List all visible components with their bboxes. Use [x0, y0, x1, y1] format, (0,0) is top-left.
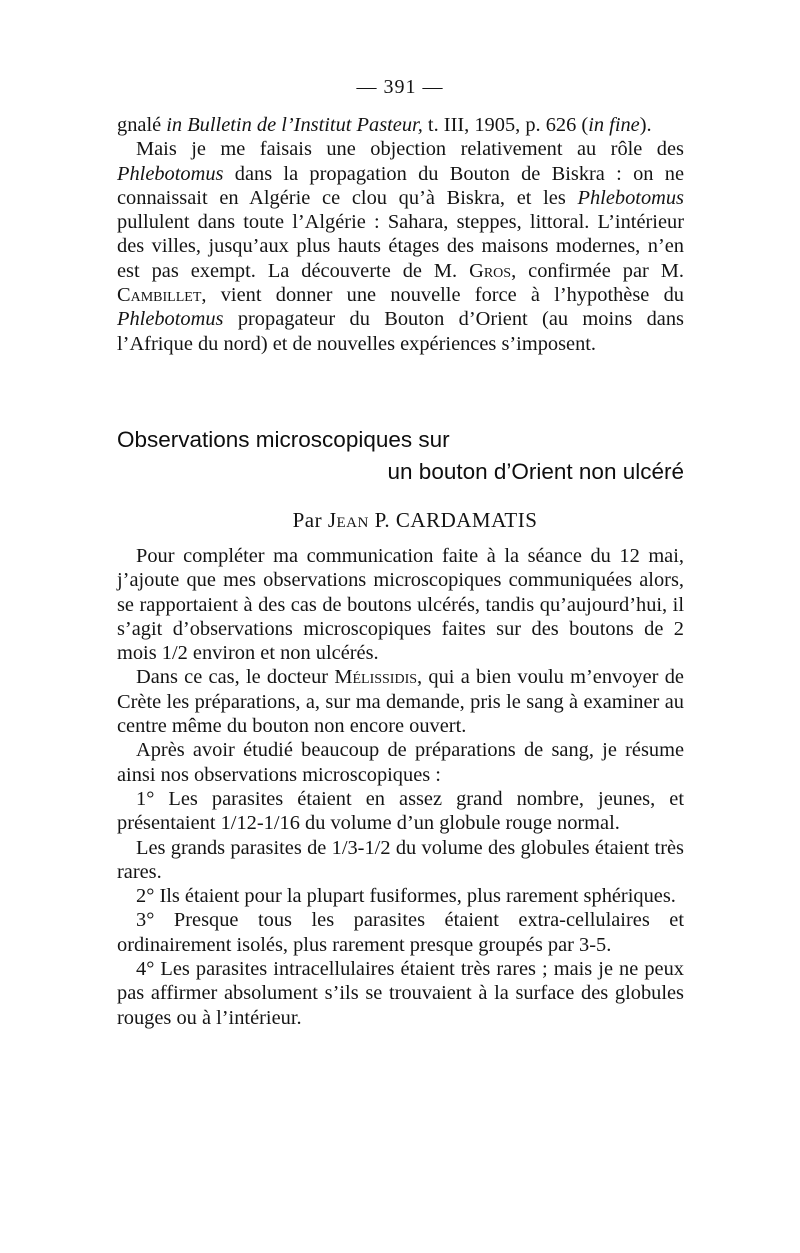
text-run: , vient donner une nouvelle force à l’hypothèse du	[201, 284, 684, 307]
person-name: Mélissidis	[334, 666, 418, 689]
text-run: , qui a bien voulu m’envoyer de Crète les préparations, a, sur ma demande, pris le sang à examiner au centre même du bouton non encore ouvert.	[117, 666, 684, 738]
observation-2: 2° Ils étaient pour la plupart fusiformes, plus rarement sphériques.	[136, 885, 676, 908]
genus-italic: Phlebotomus	[117, 308, 224, 331]
genus-italic: Phlebotomus	[117, 162, 224, 185]
text-run: t. III, 1905, p. 626 (	[422, 114, 589, 136]
paragraph-summary: Après avoir étudié beaucoup de préparations de sang, je résume ainsi nos observations microscopiques :	[117, 739, 684, 786]
person-name: Gros	[469, 259, 512, 282]
text-run: Dans ce cas, le docteur	[136, 666, 335, 689]
paragraph-intro: Pour compléter ma communication faite à la séance du 12 mai, j’ajoute que mes observations microscopiques communiquées alors, se rapportaient à des cas de boutons ulcérés, tandis qu’aujourd’hui, il s’agit d’observations microscopiques faites sur des boutons de 2 mois 1/2 environ et non ulcérés.	[117, 545, 684, 665]
article-body	[117, 544, 684, 1030]
person-name: Cambillet	[117, 284, 202, 307]
author-surname: P. CARDAMATIS	[368, 508, 538, 532]
continued-text-block	[117, 113, 684, 356]
text-run: ).	[639, 114, 652, 136]
text-run: propagateur du Bouton d’Orient (au moins dans l’Afrique du nord) et de nouvelles expériences s’imposent.	[117, 308, 684, 355]
observation-1: 1° Les parasites étaient en assez grand nombre, jeunes, et présentaient 1/12-1/16 du volume d’un globule rouge normal.	[117, 787, 684, 835]
observation-1-note: Les grands parasites de 1/3-1/2 du volume des globules étaient très rares.	[117, 836, 684, 883]
observation-3: 3° Presque tous les parasites étaient extra-cellulaires et ordinairement isolés, plus rarement presque groupés par 3-5.	[117, 909, 684, 956]
observation-4: 4° Les parasites intracellulaires étaient très rares ; mais je ne peux pas affirmer absolument s’ils se trouvaient à la surface des globules rouges ou à l’intérieur.	[117, 958, 684, 1029]
text-run: , confirmée par M.	[511, 259, 684, 282]
article-title-line-1: Observations microscopiques sur	[117, 427, 450, 452]
author-prefix: Par	[292, 508, 328, 532]
text-run: dans la propagation du Bouton de Biskra : on ne connaissait en Algérie ce clou qu’à Biskra, et les	[117, 162, 684, 209]
objection-paragraph	[117, 137, 684, 356]
text-run: gnalé	[117, 114, 167, 136]
citation-italic: in Bulletin de l’Institut Pasteur,	[166, 114, 423, 136]
paragraph-melissidis	[117, 665, 684, 738]
page-number: — 391 —	[356, 76, 444, 98]
text-run: pullulent dans toute l’Algérie : Sahara, steppes, littoral. L’intérieur des villes, jusqu’aux plus hauts étages des maisons modernes, n’en est pas exempt. La découverte de M.	[117, 211, 684, 282]
continued-paragraph	[117, 113, 684, 137]
text-run: Mais je me faisais une objection relativement au rôle des	[136, 138, 684, 161]
article-title-line-2: un bouton d’Orient non ulcéré	[387, 459, 684, 484]
genus-italic: Phlebotomus	[577, 186, 684, 209]
italic-run: in fine	[588, 114, 640, 136]
author-byline	[0, 508, 800, 533]
author-first-name: Jean	[327, 508, 369, 532]
